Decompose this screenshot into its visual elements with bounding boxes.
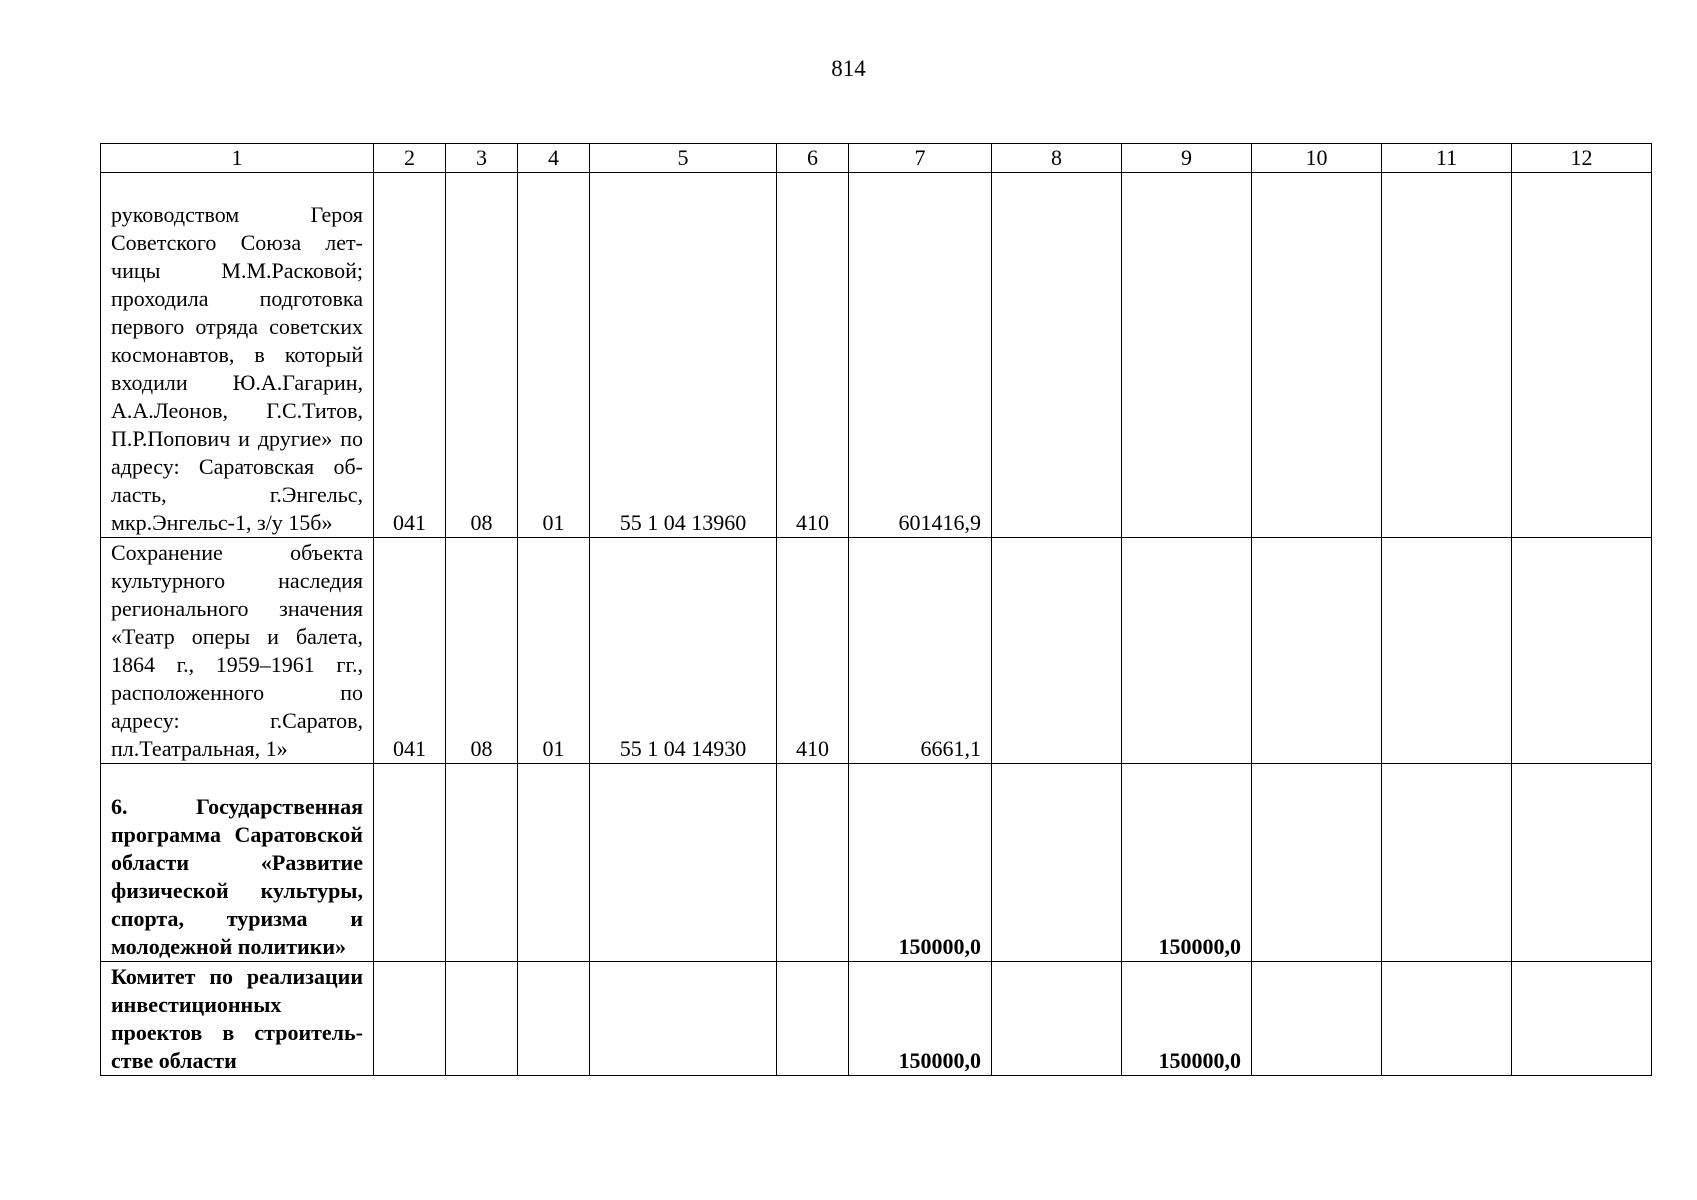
budget-table: [100, 143, 1652, 1076]
cell-expense-type: 410: [777, 538, 849, 764]
col-header: 5: [590, 144, 777, 173]
cell-amount: 601416,9: [849, 173, 992, 538]
table-row: [101, 173, 1652, 538]
cell-col8: [992, 764, 1122, 962]
col-header: 11: [1382, 144, 1512, 173]
cell-col9: 150000,0: [1122, 962, 1252, 1076]
cell-col11: [1382, 538, 1512, 764]
cell-col11: [1382, 173, 1512, 538]
cell-col10: [1252, 538, 1382, 764]
cell-subsection: [518, 764, 590, 962]
cell-col9: [1122, 538, 1252, 764]
cell-section: [446, 962, 518, 1076]
col-header: 7: [849, 144, 992, 173]
header-row: [101, 144, 1652, 173]
cell-ministry-code: [374, 764, 446, 962]
cell-target-article: [590, 764, 777, 962]
row-description: руководством Героя Советского Союза летчицы М.М.Расковой; проходила подготовка первого отряда советских космонавтов, в который входили Ю.А.Гагарин, А.А.Леонов, Г.С.Титов, П.Р.Попович и другие» по адресу: Саратовская область, г.Энгельс, мкр.Энгельс-1, з/у 15б»: [101, 173, 374, 538]
cell-ministry-code: 041: [374, 173, 446, 538]
cell-section: [446, 764, 518, 962]
page-number: 814: [831, 56, 866, 81]
table-row: [101, 764, 1652, 962]
cell-subsection: 01: [518, 538, 590, 764]
cell-col9: 150000,0: [1122, 764, 1252, 962]
cell-col10: [1252, 962, 1382, 1076]
cell-subsection: [518, 962, 590, 1076]
cell-col9: [1122, 173, 1252, 538]
cell-col12: [1512, 538, 1652, 764]
cell-col11: [1382, 962, 1512, 1076]
cell-col11: [1382, 764, 1512, 962]
cell-section: 08: [446, 173, 518, 538]
cell-col12: [1512, 764, 1652, 962]
cell-amount: 150000,0: [849, 962, 992, 1076]
row-description: Сохранение объекта культурного наследия регионального значения «Театр оперы и балета, 1864 г., 1959–1961 гг., расположенного по адресу: г.Саратов, пл.Театральная, 1»: [101, 538, 374, 764]
cell-target-article: 55 1 04 13960: [590, 173, 777, 538]
cell-target-article: [590, 962, 777, 1076]
cell-col8: [992, 173, 1122, 538]
cell-amount: 150000,0: [849, 764, 992, 962]
cell-col10: [1252, 764, 1382, 962]
col-header: 2: [374, 144, 446, 173]
cell-expense-type: [777, 962, 849, 1076]
cell-expense-type: [777, 764, 849, 962]
cell-ministry-code: [374, 962, 446, 1076]
row-description: 6. Государственная программа Саратовской области «Развитие физической культуры, спорта, туризма и молодежной политики»: [101, 764, 374, 962]
cell-col12: [1512, 173, 1652, 538]
cell-ministry-code: 041: [374, 538, 446, 764]
cell-expense-type: 410: [777, 173, 849, 538]
cell-col12: [1512, 962, 1652, 1076]
col-header: 9: [1122, 144, 1252, 173]
col-header: 8: [992, 144, 1122, 173]
cell-subsection: 01: [518, 173, 590, 538]
cell-amount: 6661,1: [849, 538, 992, 764]
cell-col8: [992, 962, 1122, 1076]
col-header: 6: [777, 144, 849, 173]
table-row: [101, 538, 1652, 764]
col-header: 10: [1252, 144, 1382, 173]
col-header: 12: [1512, 144, 1652, 173]
col-header: 3: [446, 144, 518, 173]
cell-target-article: 55 1 04 14930: [590, 538, 777, 764]
row-description: Комитет по реализации инвестиционных проектов в строительстве области: [101, 962, 374, 1076]
col-header: 1: [101, 144, 374, 173]
table-row: [101, 962, 1652, 1076]
cell-section: 08: [446, 538, 518, 764]
cell-col8: [992, 538, 1122, 764]
cell-col10: [1252, 173, 1382, 538]
col-header: 4: [518, 144, 590, 173]
